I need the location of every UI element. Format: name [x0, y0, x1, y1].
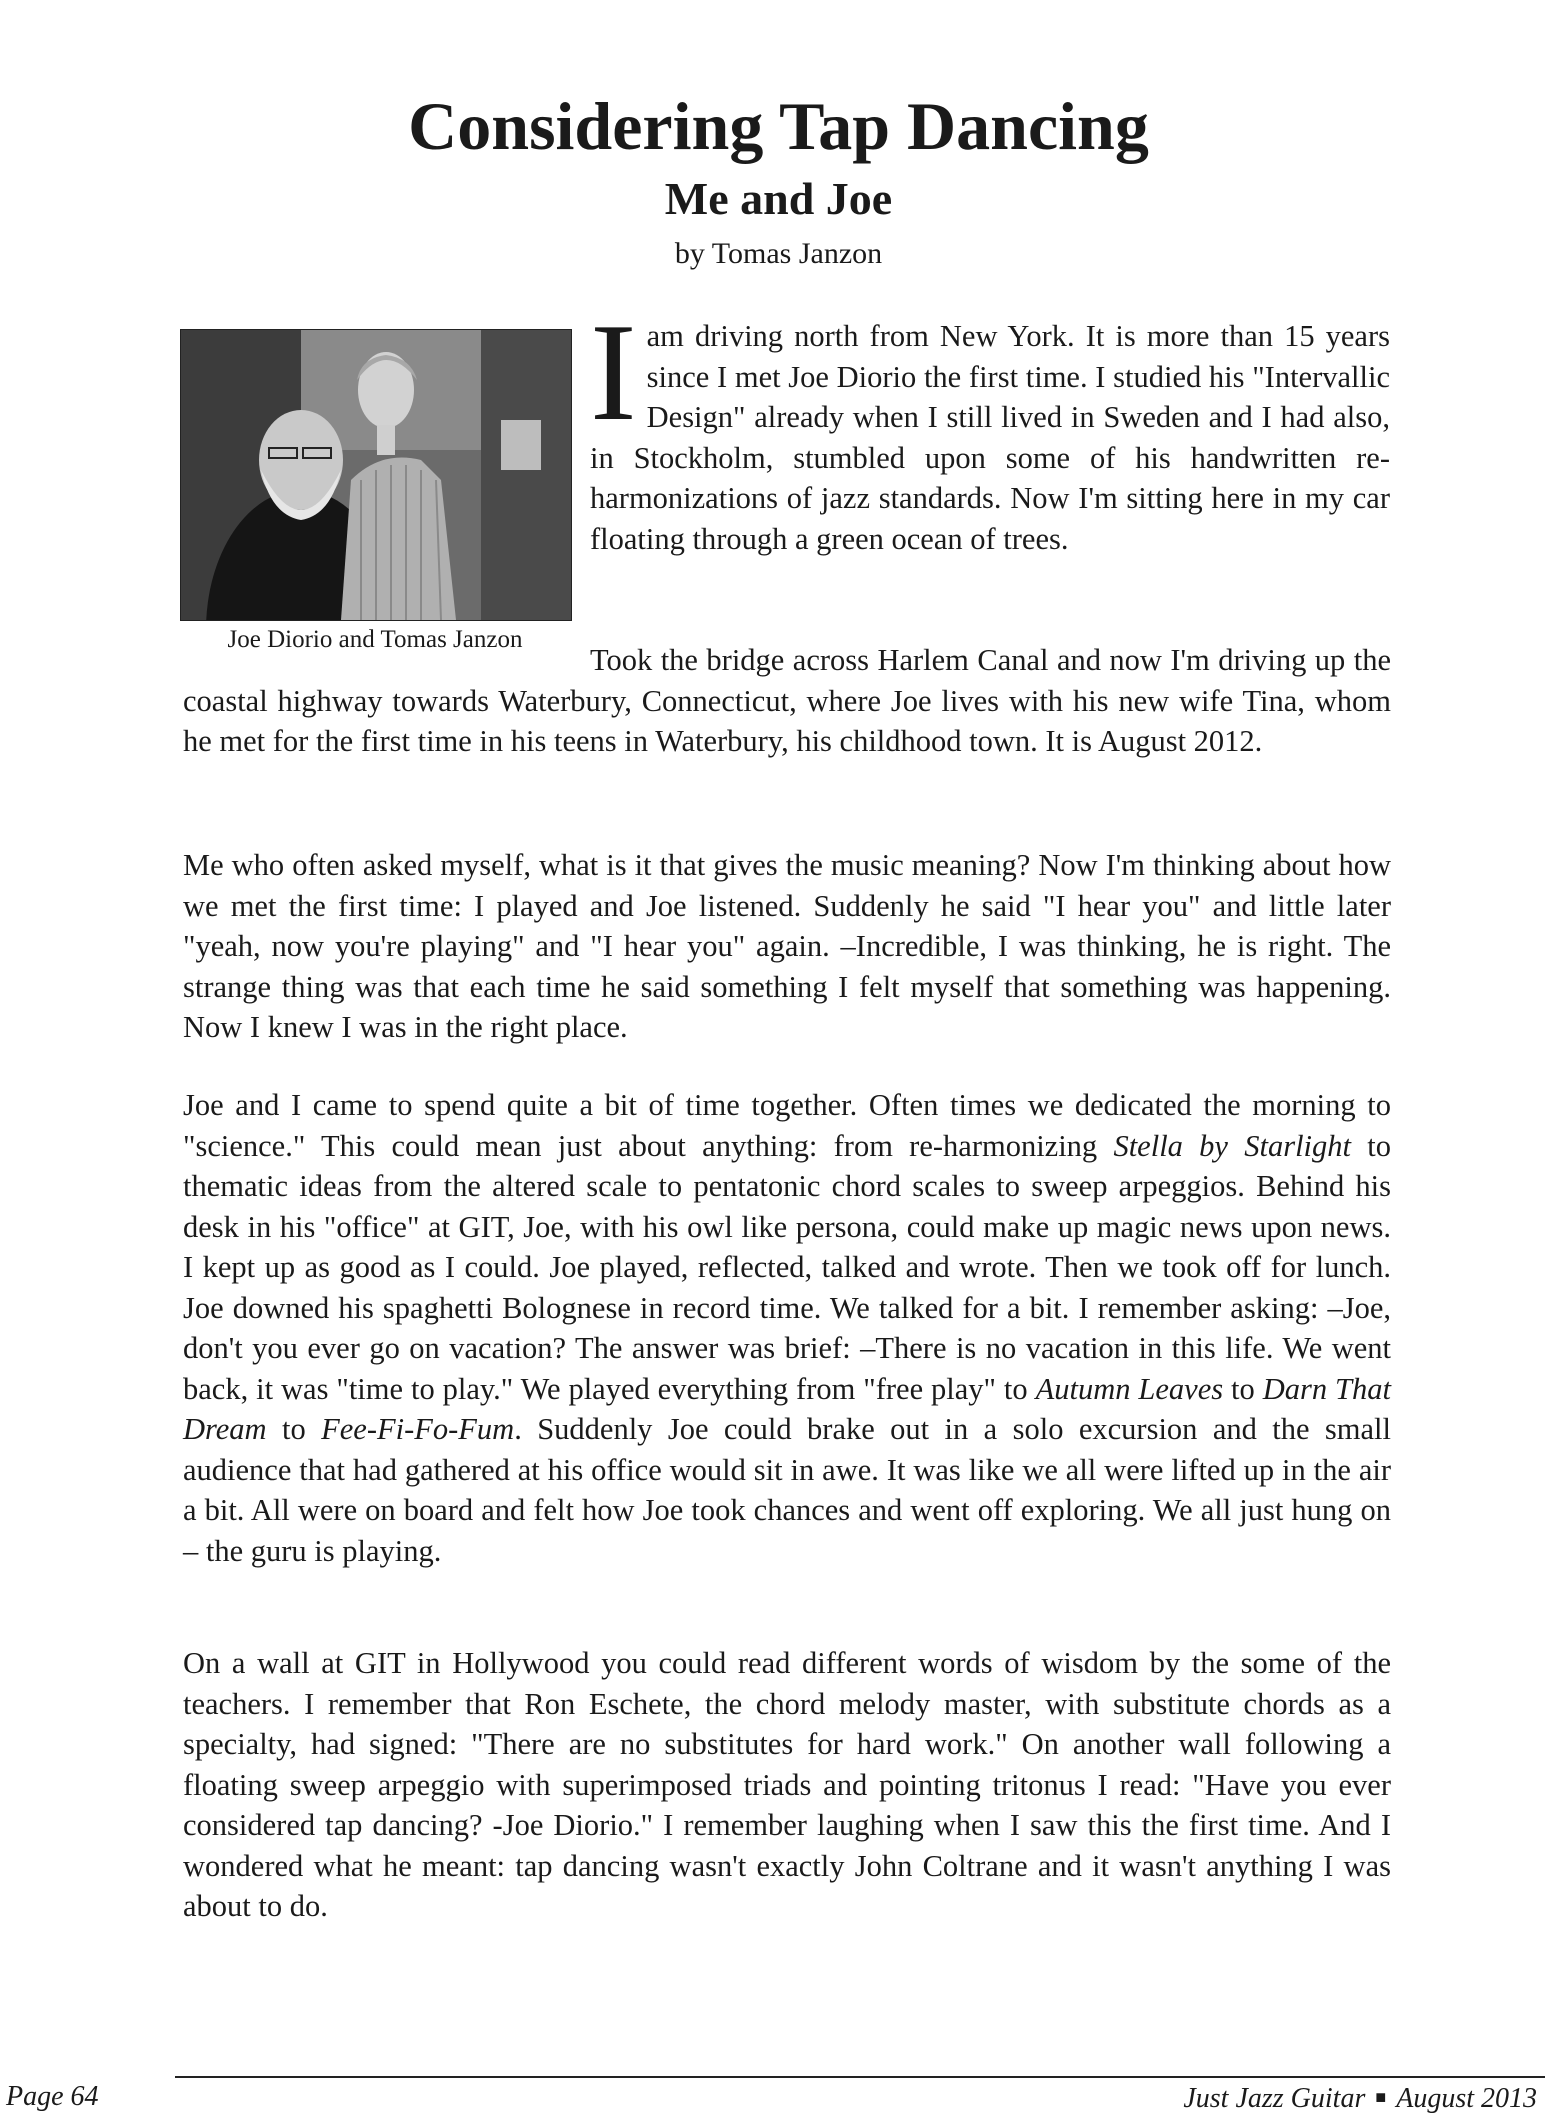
paragraph-4-text-c: to: [1223, 1371, 1263, 1406]
paragraph-2: Took the bridge across Harlem Canal and now I'm driving up the coastal highway towards Waterbury, Connecticut, where Joe lives with his new wife Tina, whom he met for the first time in his teens in Waterbury, his childhood town. It is August 2012.: [183, 643, 1391, 758]
footer-rule: [175, 2076, 1545, 2078]
publication-name: Just Jazz Guitar: [1183, 2083, 1366, 2114]
article-title: Considering Tap Dancing: [408, 88, 1149, 164]
photo-caption: Joe Diorio and Tomas Janzon: [227, 626, 523, 653]
paragraph-4: [183, 1085, 1391, 1571]
song-title-stella-by-starlight: Stella by Starlight: [1113, 1128, 1351, 1163]
issue-date: August 2013: [1396, 2083, 1537, 2114]
paragraph-5: On a wall at GIT in Hollywood you could read different words of wisdom by the some of the teachers. I remember that Ron Eschete, the chord melody master, with substitute chords as a specialty, had signed: "There are no substitutes for hard work." On another wall following a floating sweep arpeggio with superimposed triads and pointing tritonus I read: "Have you ever considered tap dancing? -Joe Diorio." I remember laughing when I saw this the first time. And I wondered what he meant: tap dancing wasn't exactly John Coltrane and it wasn't anything I was about to do.: [183, 1646, 1391, 1923]
publication-info: [1183, 2080, 1537, 2116]
paragraph-1: [590, 295, 1390, 559]
byline: by Tomas Janzon: [674, 237, 883, 270]
photo-illustration: [181, 330, 571, 620]
song-title-fee-fi-fo-fum: Fee-Fi-Fo-Fum: [321, 1412, 515, 1446]
photo-joe-diorio-and-tomas-janzon: [180, 329, 572, 621]
paragraph-4-text-b: to thematic ideas from the altered scale to pentatonic chord scales to sweep arpeggios. Behind his desk in his "office" at GIT, Joe, with his owl like persona, could make up magic news upon news. I kept up as good as I could. Joe played, reflected, talked and wrote. Then we took off for lunch. Joe downed his spaghetti Bolognese in record time. We talked for a bit. I remember asking: –Joe, don't you ever go on vacation? The answer was brief: –There is no vacation in this life. We went back, it was "time to play." We played everything from "free play" to: [183, 1128, 1391, 1406]
paragraph-4-text-e: . Suddenly Joe could brake out in a solo excursion and the small audience that had gathered at his office would sit in awe. It was like we all were lifted up in the air a bit. All were on board and felt how Joe took chances and went off exploring. We all just hung on – the guru is playing.: [183, 1412, 1391, 1568]
song-title-autumn-leaves: Autumn Leaves: [1035, 1371, 1224, 1406]
song-title-darn-that-dream: Darn That Dream: [183, 1371, 1391, 1446]
paragraph-4-text-d: to: [266, 1412, 322, 1446]
paragraph-1-text: am driving north from New York. It is more than 15 years since I met Joe Diorio the first time. I studied his "Intervallic Design" already when I still lived in Sweden and I had also, in Stockholm, stumbled upon some of his handwritten re-harmonizations of jazz standards. Now I'm sitting here in my car floating through a green ocean of trees.: [590, 319, 1390, 556]
page-number: Page 64: [6, 2081, 99, 2112]
article-subtitle: Me and Joe: [664, 173, 893, 224]
paragraph-3: Me who often asked myself, what is it that gives the music meaning? Now I'm thinking about how we met the first time: I played and Joe listened. Suddenly he said "I hear you" and little later "yeah, now you're playing" and "I hear you" again. –Incredible, I was thinking, he is right. The strange thing was that each time he said something I felt myself that something was happening. Now I knew I was in the right place.: [183, 848, 1391, 1044]
separator-square-icon: ■: [1375, 2087, 1387, 2107]
drop-cap: I: [590, 295, 637, 450]
paragraph-4-text-a: Joe and I came to spend quite a bit of time together. Often times we dedicated the morning to "science." This could mean just about anything: from re-harmonizing: [183, 1088, 1391, 1163]
